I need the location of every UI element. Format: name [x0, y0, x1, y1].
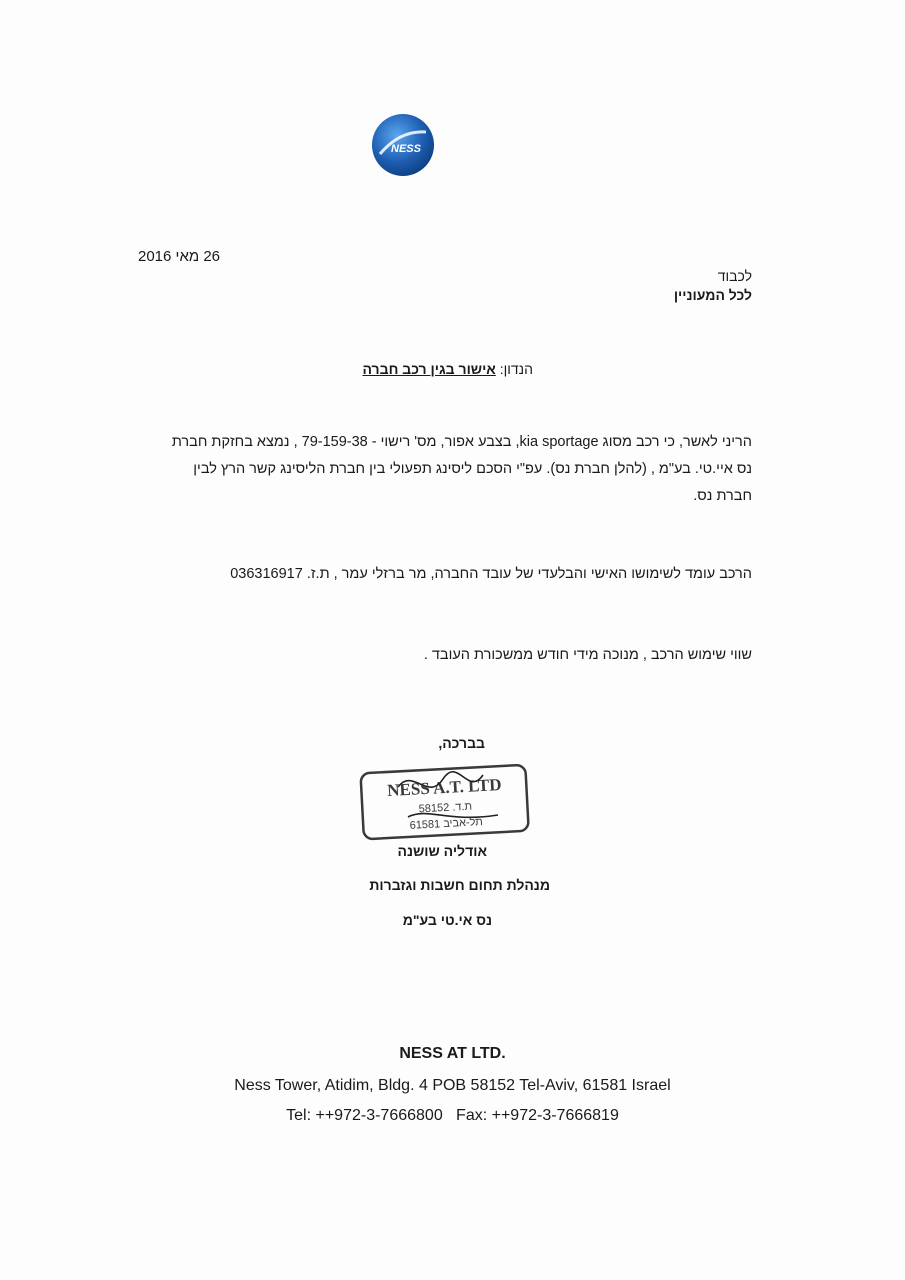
recipient-line-1: לכבוד: [717, 268, 752, 284]
subject-title: אישור בגין רכב חברה: [362, 361, 496, 377]
ness-logo: [370, 112, 436, 178]
footer-contact: Tel: ++972-3-7666800 Fax: ++972-3-7666819: [286, 1107, 619, 1124]
signatory-name: אודליה שושנה: [397, 843, 487, 859]
stamp-line-1: NESS A.T. LTD: [386, 775, 502, 800]
recipient-block: [674, 267, 752, 305]
body-paragraph-2: הרכב עומד לשימושו האישי והבלעדי של עובד החברה, מר ברזלי עמר , ת.ז. 036316917: [230, 566, 752, 582]
subject-line: [363, 361, 534, 377]
logo-text: NESS: [391, 143, 421, 155]
signatory-title: מנהלת תחום חשבות וגזברות: [369, 877, 550, 893]
recipient-line-2: לכל המעוניין: [673, 287, 752, 303]
subject-label: הנדון:: [499, 361, 533, 377]
signatory-company: נס אי.טי בע"מ: [402, 912, 492, 928]
stamp-line-2: ת.ד. 58152: [418, 800, 473, 816]
footer-company: NESS AT LTD.: [399, 1045, 506, 1062]
company-stamp: [358, 757, 533, 843]
body-paragraph-1: הריני לאשר, כי רכב מסוג kia sportage, בצבע אפור, מס' רישוי - 79-159-38 , נמצא בחזקת חברת נס איי.טי. בע"מ , (להלן חברת נס). עפ"י הסכם ליסינג תפעולי בין חברת הליסינג קשר הרץ לבין חברת נס.: [171, 434, 752, 504]
letter-date: 26 מאי 2016: [138, 248, 221, 265]
body-paragraph-3: שווי שימוש הרכב , מנוכה מידי חודש ממשכורת העובד .: [423, 647, 752, 663]
stamp-line-3: תל-אביב 61581: [409, 816, 484, 832]
closing-greeting: בברכה,: [438, 735, 485, 751]
footer-address: Ness Tower, Atidim, Bldg. 4 POB 58152 Tel-Aviv, 61581 Israel: [234, 1077, 671, 1094]
